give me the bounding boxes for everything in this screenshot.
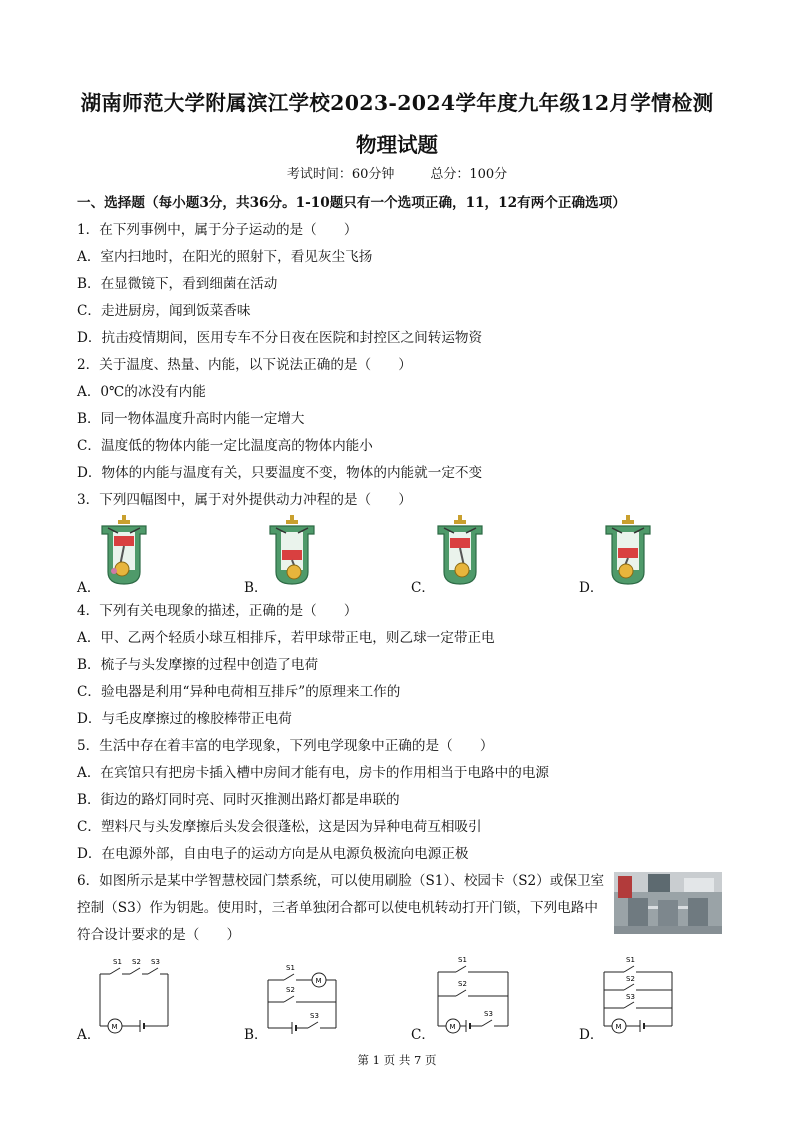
q4-option-d: D．与毛皮摩擦过的橡胶棒带正电荷 bbox=[77, 711, 292, 727]
q6-label-d: D． bbox=[579, 1027, 604, 1043]
circuit-b-s1-label: S1 bbox=[286, 964, 295, 972]
page-title: 湖南师范大学附属滨江学校2023-2024学年度九年级12月学情检测 bbox=[80, 91, 714, 115]
q5-stem: 5．生活中存在着丰富的电学现象，下列电学现象中正确的是（ ） bbox=[77, 738, 494, 754]
engine-figure-a bbox=[98, 514, 150, 588]
q5-option-d: D．在电源外部，自由电子的运动方向是从电源负极流向电源正极 bbox=[77, 846, 469, 862]
q4-option-c: C．验电器是利用“异种电荷相互排斥”的原理来工作的 bbox=[77, 684, 401, 700]
exam-time: 考试时间：60分钟 bbox=[286, 167, 395, 182]
engine-figure-c bbox=[434, 514, 486, 588]
circuit-figure-c bbox=[432, 952, 514, 1038]
q3-stem: 3．下列四幅图中，属于对外提供动力冲程的是（ ） bbox=[77, 492, 412, 508]
q2-stem: 2．关于温度、热量、内能，以下说法正确的是（ ） bbox=[77, 357, 412, 373]
circuit-c-s2-label: S2 bbox=[458, 980, 467, 988]
circuit-figure-a bbox=[96, 952, 172, 1038]
circuit-figure-d bbox=[598, 952, 678, 1038]
engine-icon bbox=[270, 515, 314, 584]
engine-figure-d bbox=[602, 514, 654, 588]
circuit-d-s1-label: S1 bbox=[626, 956, 635, 964]
page-subtitle: 物理试题 bbox=[356, 133, 438, 157]
section-heading: 一、选择题（每小题3分，共36分。1-10题只有一个选项正确，11，12有两个正确选项） bbox=[77, 195, 626, 211]
q1-option-c: C．走进厨房，闻到饭菜香味 bbox=[77, 303, 251, 319]
total-score: 总分：100分 bbox=[430, 167, 508, 182]
circuit-d-s2-label: S2 bbox=[626, 975, 635, 983]
circuit-figure-b bbox=[262, 956, 342, 1038]
q2-option-c: C．温度低的物体内能一定比温度高的物体内能小 bbox=[77, 438, 373, 454]
q2-option-a: A．0℃的冰没有内能 bbox=[77, 384, 206, 400]
engine-figure-b bbox=[266, 514, 318, 588]
page-number: 第 1 页 共 7 页 bbox=[357, 1053, 437, 1067]
q6-label-a: A． bbox=[77, 1027, 101, 1043]
circuit-a-s1-label: S1 bbox=[113, 958, 122, 966]
gate-photo bbox=[614, 872, 722, 934]
q4-option-b: B．梳子与头发摩擦的过程中创造了电荷 bbox=[77, 657, 319, 673]
q2-option-d: D．物体的内能与温度有关，只要温度不变，物体的内能就一定不变 bbox=[77, 465, 483, 481]
circuit-b-s3-label: S3 bbox=[310, 1012, 319, 1020]
circuit-c-motor-label: M bbox=[449, 1023, 456, 1031]
circuit-d-motor-label: M bbox=[615, 1023, 622, 1031]
exam-meta bbox=[0, 163, 794, 182]
q5-option-c: C．塑料尺与头发摩擦后头发会很蓬松，这是因为异种电荷互相吸引 bbox=[77, 819, 482, 835]
q3-label-c: C． bbox=[411, 580, 435, 596]
engine-icon bbox=[102, 515, 146, 584]
q3-label-d: D． bbox=[579, 580, 604, 596]
circuit-a-s2-label: S2 bbox=[132, 958, 141, 966]
engine-icon bbox=[606, 515, 650, 584]
q4-option-a: A．甲、乙两个轻质小球互相排斥，若甲球带正电，则乙球一定带正电 bbox=[77, 630, 495, 646]
circuit-b-motor-label: M bbox=[315, 977, 322, 985]
engine-icon bbox=[438, 515, 482, 584]
q5-option-b: B．街边的路灯同时亮、同时灭推测出路灯都是串联的 bbox=[77, 792, 400, 808]
circuit-a-motor-label: M bbox=[111, 1023, 118, 1031]
q6-label-c: C． bbox=[411, 1027, 435, 1043]
q6-stem-line3: 符合设计要求的是（ ） bbox=[77, 927, 241, 943]
q1-option-a: A．室内扫地时，在阳光的照射下，看见灰尘飞扬 bbox=[77, 249, 373, 265]
q1-stem: 1．在下列事例中，属于分子运动的是（ ） bbox=[77, 222, 358, 238]
q5-option-a: A．在宾馆只有把房卡插入槽中房间才能有电，房卡的作用相当于电路中的电源 bbox=[77, 765, 550, 781]
q1-option-d: D．抗击疫情期间，医用专车不分日夜在医院和封控区之间转运物资 bbox=[77, 330, 483, 346]
q3-label-a: A． bbox=[77, 580, 101, 596]
circuit-d-s3-label: S3 bbox=[626, 993, 635, 1001]
circuit-c-s3-label: S3 bbox=[484, 1010, 493, 1018]
q6-stem-line2: 控制（S3）作为钥匙。使用时，三者单独闭合都可以使电机转动打开门锁，下列电路中 bbox=[77, 900, 598, 916]
q6-stem-line1: 6．如图所示是某中学智慧校园门禁系统，可以使用刷脸（S1）、校园卡（S2）或保卫室 bbox=[77, 873, 605, 889]
q3-label-b: B． bbox=[244, 580, 268, 596]
q6-label-b: B． bbox=[244, 1027, 268, 1043]
q2-option-b: B．同一物体温度升高时内能一定增大 bbox=[77, 411, 305, 427]
circuit-c-s1-label: S1 bbox=[458, 956, 467, 964]
circuit-b-s2-label: S2 bbox=[286, 986, 295, 994]
circuit-a-s3-label: S3 bbox=[151, 958, 160, 966]
q4-stem: 4．下列有关电现象的描述，正确的是（ ） bbox=[77, 603, 358, 619]
q1-option-b: B．在显微镜下，看到细菌在活动 bbox=[77, 276, 278, 292]
